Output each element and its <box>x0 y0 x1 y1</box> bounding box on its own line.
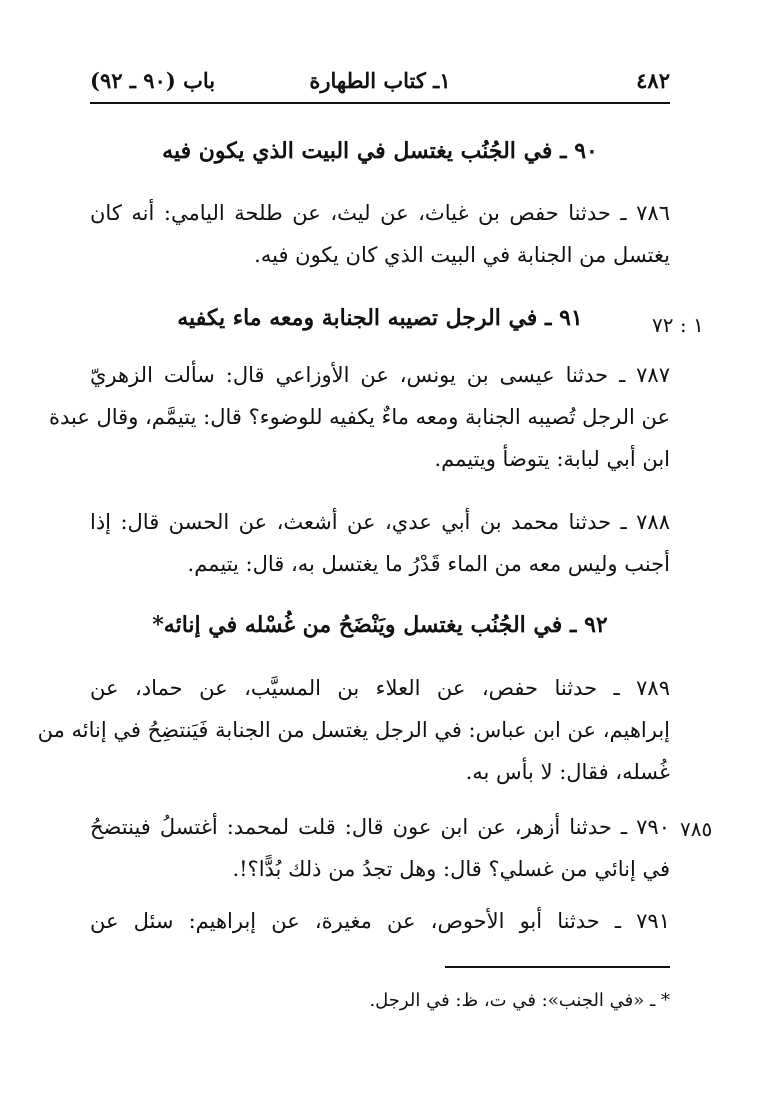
text-line: أجنب وليس معه من الماء قَدْرُ ما يغتسل به، قال: يتيمم. <box>187 552 670 576</box>
book-title: ١ـ كتاب الطهارة <box>309 68 451 93</box>
hadith-787 <box>48 354 670 480</box>
section-heading-92: ٩٢ ـ في الجُنُب يغتسل ويَنْضَحُ من غُسْله في إنائه* <box>152 612 608 638</box>
margin-number: ٧٨٥ <box>680 817 713 841</box>
page-number: ٤٨٢ <box>636 68 670 93</box>
section-heading-91: ٩١ ـ في الرجل تصيبه الجنابة ومعه ماء يكفيه <box>177 305 583 331</box>
hadith-791 <box>90 900 670 942</box>
text-line: في إنائي من غسلي؟ قال: وهل تجدُ من ذلك بُدًّا؟!. <box>232 857 670 881</box>
text-line: عن الرجل تُصيبه الجنابة ومعه ماءٌ يكفيه للوضوء؟ قال: يتيمَّم، وقال عبدة <box>48 405 670 429</box>
hadith-786 <box>90 192 670 276</box>
footnote: * ـ «في الجنب»: في ت، ظ: في الرجل. <box>369 990 670 1011</box>
text-line: ٧٨٧ ـ حدثنا عيسى بن يونس، عن الأوزاعي قال: سألت الزهريّ <box>90 363 670 387</box>
text-line: ٧٩٠ ـ حدثنا أزهر، عن ابن عون قال: قلت لمحمد: أغتسلُ فينتضحُ <box>90 815 670 839</box>
text-line: غُسله، فقال: لا بأس به. <box>465 760 670 784</box>
text-line: ٧٨٨ ـ حدثنا محمد بن أبي عدي، عن أشعث، عن الحسن قال: إذا <box>90 510 670 534</box>
running-header <box>90 62 670 104</box>
chapter-range: باب (٩٠ ـ ٩٢) <box>90 68 216 93</box>
text-line: ابن أبي لبابة: يتوضأ ويتيمم. <box>434 447 670 471</box>
hadith-789 <box>37 667 670 793</box>
section-heading-90: ٩٠ ـ في الجُنُب يغتسل في البيت الذي يكون فيه <box>162 138 598 164</box>
hadith-788 <box>90 501 670 585</box>
hadith-790 <box>90 806 670 890</box>
footnote-divider <box>445 966 670 968</box>
text-line: ٧٨٩ ـ حدثنا حفص، عن العلاء بن المسيَّب، عن حماد، عن <box>90 676 670 700</box>
margin-reference: ١ : ٧٢ <box>652 313 704 337</box>
text-line: ٧٩١ ـ حدثنا أبو الأحوص، عن مغيرة، عن إبراهيم: سئل عن <box>90 909 670 933</box>
text-line: ٧٨٦ ـ حدثنا حفص بن غياث، عن ليث، عن طلحة اليامي: أنه كان <box>90 201 670 225</box>
text-line: يغتسل من الجنابة في البيت الذي كان يكون فيه. <box>254 243 670 267</box>
text-line: إبراهيم، عن ابن عباس: في الرجل يغتسل من الجنابة فَيَنتضِحُ في إنائه من <box>37 718 670 742</box>
